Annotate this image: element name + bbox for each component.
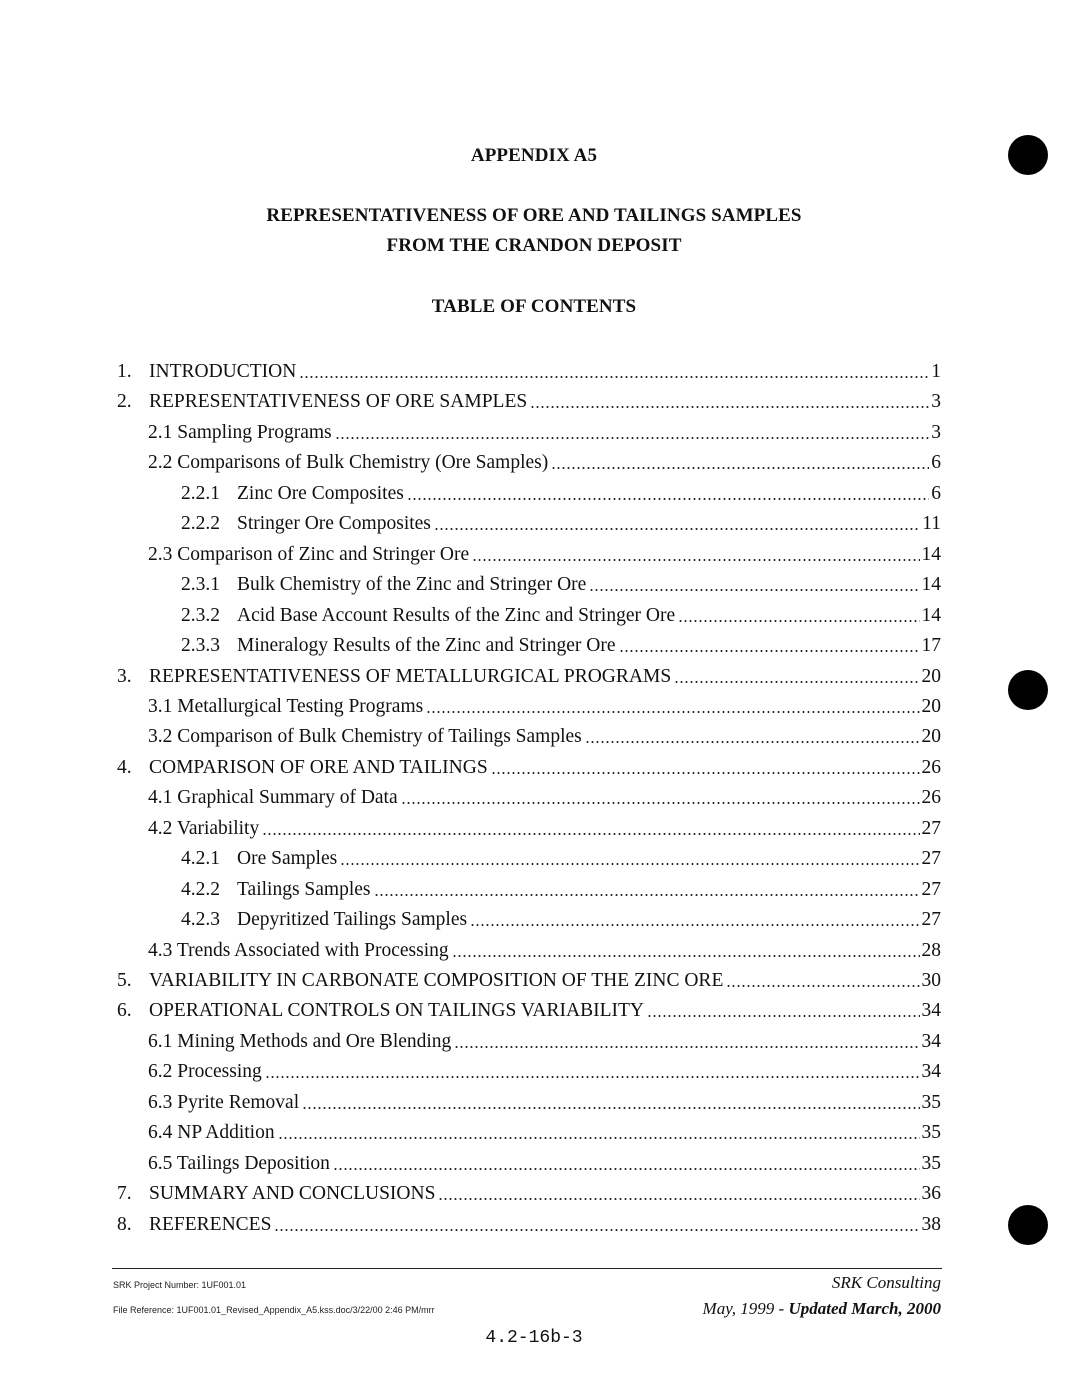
toc-entry-number: 4. xyxy=(117,756,132,778)
appendix-label: APPENDIX A5 xyxy=(470,145,598,166)
toc-entry-title: 2.2 Comparisons of Bulk Chemistry (Ore Samples) xyxy=(148,452,549,474)
toc-entry xyxy=(181,505,941,535)
toc-entry-page: 30 xyxy=(921,970,941,991)
toc-entry xyxy=(148,932,941,962)
toc-entry xyxy=(148,414,941,444)
toc-entry xyxy=(148,1023,941,1053)
toc-entry xyxy=(117,1206,941,1236)
toc-leader-dots xyxy=(472,558,919,562)
toc-entry-title: 4.1 Graphical Summary of Data xyxy=(148,787,398,809)
toc-entry-page: 14 xyxy=(921,604,941,626)
document-date xyxy=(703,1299,941,1319)
toc-entry-number: 2.2.2 xyxy=(181,513,220,535)
toc-entry-title: 6.4 NP Addition xyxy=(148,1122,275,1144)
toc-entry-page: 1 xyxy=(931,361,941,382)
toc-leader-dots xyxy=(530,405,929,409)
toc-entry-page: 38 xyxy=(921,1213,941,1235)
toc-leader-dots xyxy=(299,375,929,379)
updated-date: Updated March, 2000 xyxy=(788,1299,941,1318)
toc-leader-dots xyxy=(333,1167,920,1171)
toc-leader-dots xyxy=(452,954,920,958)
toc-entry-title: 2.3 Comparison of Zinc and Stringer Ore xyxy=(148,543,470,565)
toc-leader-dots xyxy=(491,771,920,775)
toc-entry-page: 27 xyxy=(921,909,941,931)
toc-entry-title: REPRESENTATIVENESS OF METALLURGICAL PROGRAMS xyxy=(149,665,672,687)
toc-entry-page: 6 xyxy=(931,452,941,474)
toc-entry xyxy=(117,962,941,992)
toc-entry-number: 5. xyxy=(117,970,132,991)
toc-entry-title: 3.2 Comparison of Bulk Chemistry of Tailings Samples xyxy=(148,726,582,748)
toc-leader-dots xyxy=(551,466,929,470)
toc-entry-number: 6. xyxy=(117,1000,132,1022)
toc-entry xyxy=(117,1175,941,1205)
toc-heading: TABLE OF CONTENTS xyxy=(431,296,637,317)
toc-entry-page: 34 xyxy=(921,1000,941,1022)
toc-leader-dots xyxy=(265,1075,920,1079)
toc-entry xyxy=(117,749,941,779)
file-reference: File Reference: 1UF001.01_Revised_Appendix_A5.kss.doc/3/22/00 2:46 PM/mrr xyxy=(113,1305,435,1315)
toc-leader-dots xyxy=(374,893,920,897)
toc-entry xyxy=(181,475,941,505)
company-name: SRK Consulting xyxy=(831,1273,941,1292)
toc-entry xyxy=(148,688,941,718)
toc-entry xyxy=(148,779,941,809)
toc-entry-number: 8. xyxy=(117,1213,132,1235)
toc-entry-title: 6.1 Mining Methods and Ore Blending xyxy=(148,1030,452,1052)
toc-entry xyxy=(117,658,941,688)
toc-leader-dots xyxy=(426,710,919,714)
project-number: SRK Project Number: 1UF001.01 xyxy=(113,1280,247,1290)
footer-divider xyxy=(112,1268,942,1269)
toc-leader-dots xyxy=(647,1014,920,1018)
toc-entry xyxy=(181,566,941,596)
toc-entry-page: 3 xyxy=(931,421,941,443)
toc-entry-title: COMPARISON OF ORE AND TAILINGS xyxy=(149,756,488,778)
toc-entry-title: 6.2 Processing xyxy=(148,1061,262,1083)
toc-entry-title: Zinc Ore Composites xyxy=(237,482,404,504)
toc-entry-page: 27 xyxy=(921,848,941,870)
toc-entry-number: 2.2.1 xyxy=(181,482,220,504)
toc-leader-dots xyxy=(619,649,920,653)
toc-entry-title: REPRESENTATIVENESS OF ORE SAMPLES xyxy=(149,391,528,413)
toc-entry-number: 2.3.3 xyxy=(181,635,220,657)
toc-entry-title: Stringer Ore Composites xyxy=(237,513,431,535)
toc-entry-page: 3 xyxy=(931,391,941,413)
punch-hole-middle xyxy=(1008,670,1048,710)
toc-entry-title: SUMMARY AND CONCLUSIONS xyxy=(149,1183,436,1205)
toc-entry-number: 4.2.1 xyxy=(181,848,220,870)
toc-entry-page: 35 xyxy=(921,1091,941,1113)
toc-entry xyxy=(117,992,941,1022)
toc-entry-page: 35 xyxy=(921,1122,941,1144)
toc-leader-dots xyxy=(678,619,919,623)
toc-entry xyxy=(148,1053,941,1083)
toc-entry-page: 34 xyxy=(921,1061,941,1083)
original-date: May, 1999 - xyxy=(702,1299,789,1318)
toc-entry-page: 36 xyxy=(921,1183,941,1205)
toc-leader-dots xyxy=(274,1228,919,1232)
toc-entry-number: 4.2.3 xyxy=(181,909,220,931)
toc-entry-title: 3.1 Metallurgical Testing Programs xyxy=(148,695,424,717)
toc-entry-number: 2. xyxy=(117,391,132,413)
toc-leader-dots xyxy=(470,923,919,927)
toc-entry-title: Depyritized Tailings Samples xyxy=(237,909,468,931)
toc-entry-number: 4.2.2 xyxy=(181,878,220,900)
toc-entry xyxy=(181,901,941,931)
toc-entry-page: 6 xyxy=(931,482,941,504)
toc-leader-dots xyxy=(589,588,919,592)
toc-entry-title: 2.1 Sampling Programs xyxy=(148,421,332,443)
toc-entry-title: 6.3 Pyrite Removal xyxy=(148,1091,300,1113)
toc-entry-title: VARIABILITY IN CARBONATE COMPOSITION OF THE ZINC ORE xyxy=(149,970,724,991)
toc-entry-title: Tailings Samples xyxy=(237,878,371,900)
page-code: 4.2-16b-3 xyxy=(485,1328,583,1348)
toc-entry xyxy=(148,718,941,748)
toc-entry-number: 7. xyxy=(117,1183,132,1205)
toc-entry-number: 1. xyxy=(117,361,132,382)
toc-entry-page: 34 xyxy=(921,1030,941,1052)
document-title-line-2: FROM THE CRANDON DEPOSIT xyxy=(386,235,682,256)
toc-leader-dots xyxy=(407,497,929,501)
toc-entry xyxy=(148,1145,941,1175)
toc-leader-dots xyxy=(262,832,919,836)
toc-entry-page: 35 xyxy=(921,1152,941,1174)
toc-entry-page: 20 xyxy=(921,695,941,717)
toc-entry-page: 14 xyxy=(921,574,941,596)
toc-entry-page: 17 xyxy=(921,635,941,657)
toc-entry xyxy=(148,1114,941,1144)
toc-entry xyxy=(148,444,941,474)
toc-entry-title: 4.2 Variability xyxy=(148,817,260,839)
toc-leader-dots xyxy=(302,1106,919,1110)
toc-leader-dots xyxy=(438,1197,919,1201)
toc-entry-title: 4.3 Trends Associated with Processing xyxy=(148,939,449,961)
toc-entry xyxy=(181,871,941,901)
toc-leader-dots xyxy=(585,740,920,744)
toc-entry xyxy=(181,840,941,870)
toc-entry xyxy=(117,353,941,383)
toc-leader-dots xyxy=(726,984,919,988)
toc-entry-page: 27 xyxy=(921,817,941,839)
toc-entry-number: 2.3.2 xyxy=(181,604,220,626)
toc-entry-title: Mineralogy Results of the Zinc and Stringer Ore xyxy=(237,635,616,657)
toc-leader-dots xyxy=(454,1045,919,1049)
toc-entry-page: 20 xyxy=(921,726,941,748)
toc-entry-title: 6.5 Tailings Deposition xyxy=(148,1152,330,1174)
toc-leader-dots xyxy=(434,527,920,531)
toc-entry-page: 11 xyxy=(922,513,941,535)
toc-entry-page: 28 xyxy=(921,939,941,961)
toc-entry-number: 3. xyxy=(117,665,132,687)
toc-leader-dots xyxy=(340,862,919,866)
toc-entry-title: Ore Samples xyxy=(237,848,338,870)
toc-entry-title: OPERATIONAL CONTROLS ON TAILINGS VARIABILITY xyxy=(149,1000,644,1022)
toc-entry-page: 20 xyxy=(921,665,941,687)
toc-entry xyxy=(181,597,941,627)
toc-leader-dots xyxy=(278,1136,920,1140)
toc-entry-page: 27 xyxy=(921,878,941,900)
toc-entry xyxy=(148,536,941,566)
toc-entry xyxy=(148,810,941,840)
toc-entry-number: 2.3.1 xyxy=(181,574,220,596)
toc-entry-title: INTRODUCTION xyxy=(149,361,297,382)
toc-entry-page: 14 xyxy=(921,543,941,565)
document-title-line-1: REPRESENTATIVENESS OF ORE AND TAILINGS SAMPLES xyxy=(266,205,802,226)
toc-entry-page: 26 xyxy=(921,787,941,809)
punch-hole-bottom xyxy=(1008,1205,1048,1245)
toc-entry-title: Bulk Chemistry of the Zinc and Stringer Ore xyxy=(237,574,587,596)
toc-entry xyxy=(181,627,941,657)
toc-entry-title: Acid Base Account Results of the Zinc and Stringer Ore xyxy=(237,604,676,626)
toc-entry xyxy=(117,383,941,413)
toc-leader-dots xyxy=(674,680,919,684)
toc-leader-dots xyxy=(335,436,930,440)
toc-entry-title: REFERENCES xyxy=(149,1213,272,1235)
toc-entry-page: 26 xyxy=(921,756,941,778)
toc-entry xyxy=(148,1084,941,1114)
toc-leader-dots xyxy=(401,801,920,805)
